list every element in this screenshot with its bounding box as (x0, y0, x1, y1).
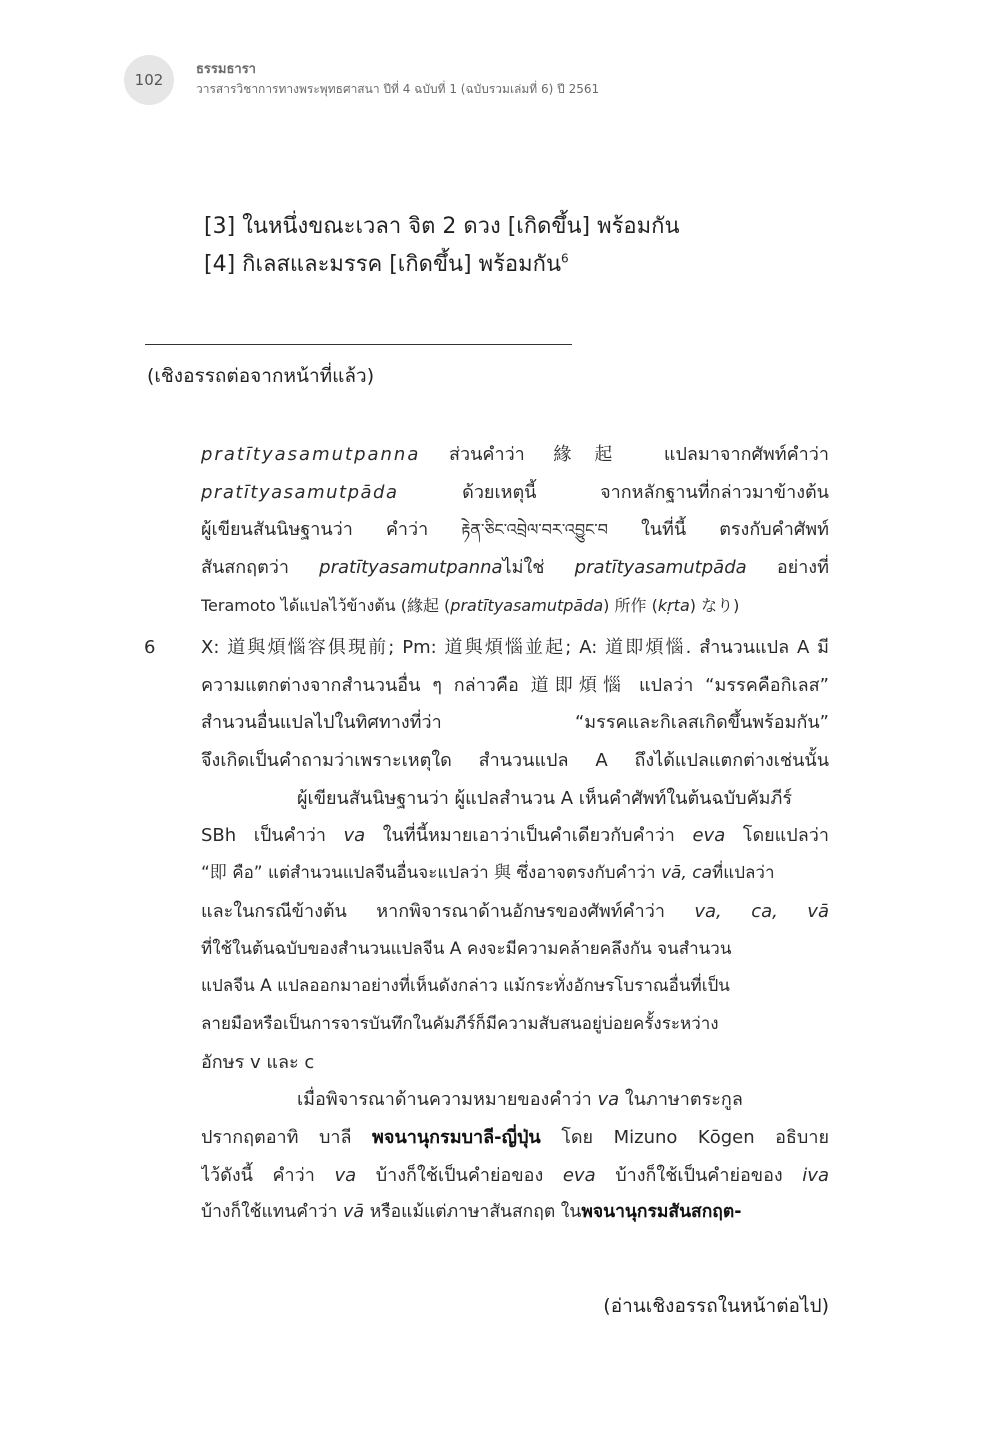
text-line: ผู้เขียนสันนิษฐานว่า คำว่า རྟེན་ཅིང་འབྲེལ་བར་འབྱུང་བ ในที่นี้ ตรงกับคำศัพท์ (201, 519, 829, 541)
dictionary-title: พจนานุกรมบาลี-ญี่ปุ่น (372, 1126, 541, 1148)
text-line: pratītyasamutpāda ด้วยเหตุนี้ จากหลักฐานที่กล่าวมาข้างต้น (201, 481, 829, 503)
text-line: จึงเกิดเป็นคำถามว่าเพราะเหตุใด สำนวนแปล A ถึงได้แปลแตกต่างเช่นนั้น (201, 750, 829, 772)
text-line: ปรากฤตอาทิ บาลี พจนานุกรมบาลี-ญี่ปุ่น โดย Mizuno Kōgen อธิบาย (201, 1126, 829, 1148)
text-line: และในกรณีข้างต้น หากพิจารณาด้านอักษรของศัพท์คำว่า va, ca, vā (201, 900, 829, 922)
footnote-reference[interactable]: 6 (560, 251, 569, 266)
running-header (196, 62, 599, 98)
footnote-continued-next-label: (อ่านเชิงอรรถในหน้าต่อไป) (603, 1295, 829, 1317)
footnote-continued-label: (เชิงอรรถต่อจากหน้าที่แล้ว) (147, 365, 375, 387)
journal-title: ธรรมธารา (196, 62, 256, 77)
text-line: SBh เป็นคำว่า va ในที่นี้หมายเอาว่าเป็นคำเดียวกับคำว่า eva โดยแปลว่า (201, 825, 829, 847)
text-line: X: 道與煩惱容俱現前; Pm: 道與煩惱並起; A: 道即煩惱. สำนวนแปล A มี (201, 637, 829, 658)
text-line: ลายมือหรือเป็นการจารบันทึกในคัมภีร์ก็มีความสับสนอยู่บ่อยครั้งระหว่าง (201, 1013, 719, 1034)
verse-line-4 (204, 246, 679, 284)
text-line: pratītyasamutpanna ส่วนคำว่า 緣起 แปลมาจากศัพท์คำว่า (201, 444, 829, 465)
text-line: ไว้ดังนี้ คำว่า va บ้างก็ใช้เป็นคำย่อของ eva บ้างก็ใช้เป็นคำย่อของ iva (201, 1164, 829, 1186)
text-line: แปลจีน A แปลออกมาอย่างที่เห็นดังกล่าว แม้กระทั่งอักษรโบราณอื่นที่เป็น (201, 976, 730, 997)
text-line: ความแตกต่างจากสำนวนอื่น ๆ กล่าวคือ 道即煩惱 แปลว่า “มรรคคือกิเลส” (201, 674, 829, 696)
tibetan-term: རྟེན་ཅིང་འབྲེལ་བར་འབྱུང་བ (461, 520, 608, 540)
footnote-separator (145, 344, 572, 345)
footnote-continued-paragraph (201, 436, 829, 624)
text-line: บ้างก็ใช้แทนคำว่า vā หรือแม้แต่ภาษาสันสกฤต ในพจนานุกรมสันสกฤต- (201, 1202, 742, 1223)
page-number: 102 (124, 55, 174, 105)
text-line: อักษร v และ c (201, 1051, 315, 1073)
text-line: สันสกฤตว่า pratītyasamutpannaไม่ใช่ pratītyasamutpāda อย่างที่ (201, 557, 829, 579)
dictionary-title: พจนานุกรมสันสกฤต- (581, 1202, 742, 1223)
text-line: สำนวนอื่นแปลไปในทิศทางที่ว่า “มรรคและกิเลสเกิดขึ้นพร้อมกัน” (201, 712, 829, 734)
text-line: ที่ใช้ในต้นฉบับของสำนวนแปลจีน A คงจะมีความคล้ายคลึงกัน จนสำนวน (201, 938, 732, 959)
verse-block (204, 208, 679, 284)
text-line: เมื่อพิจารณาด้านความหมายของคำว่า va ในภาษาตระกูล (297, 1089, 743, 1111)
verse-line-4-text: [4] กิเลสและมรรค [เกิดขึ้น] พร้อมกัน (204, 252, 561, 277)
journal-subtitle: วารสารวิชาการทางพระพุทธศาสนา ปีที่ 4 ฉบับที่ 1 (ฉบับรวมเล่มที่ 6) ปี 2561 (196, 82, 600, 96)
footnote-6 (201, 629, 829, 1232)
text-line: ผู้เขียนสันนิษฐานว่า ผู้แปลสำนวน A เห็นคำศัพท์ในต้นฉบับคัมภีร์ (297, 787, 793, 809)
verse-line-3: [3] ในหนึ่งขณะเวลา จิต 2 ดวง [เกิดขึ้น] พร้อมกัน (204, 214, 680, 239)
text-line: “即 คือ” แต่สำนวนแปลจีนอื่นจะแปลว่า 與 ซึ่งอาจตรงกับคำว่า vā, caที่แปลว่า (201, 863, 775, 884)
text-line: Teramoto ได้แปลไว้ข้างต้น (緣起 (pratītyasamutpāda) 所作 (kṛta) なり) (201, 595, 740, 615)
footnote-number: 6 (144, 637, 156, 658)
